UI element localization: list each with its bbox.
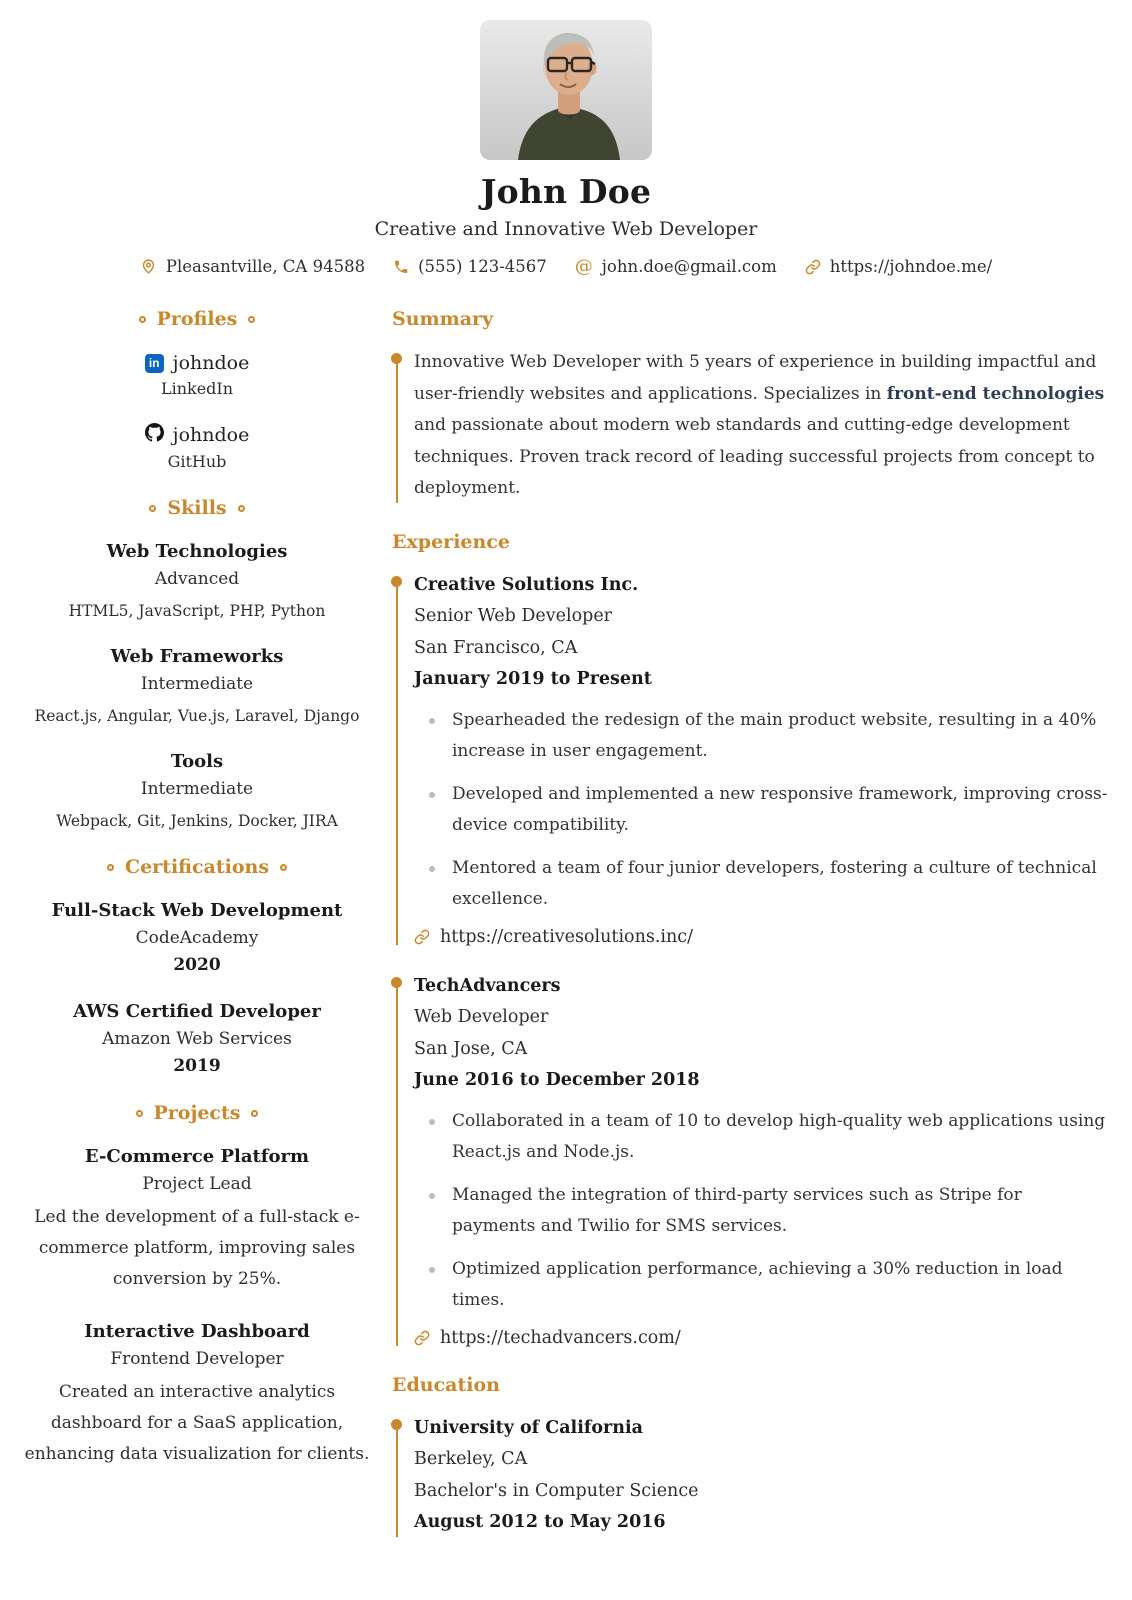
summary-paragraph [414, 347, 1110, 505]
email-text[interactable]: john.doe@gmail.com [601, 257, 777, 276]
bullet-icon [429, 718, 435, 724]
skill-item [22, 646, 372, 725]
summary-text-1: Innovative Web Developer with 5 years of experience in building impactful and user-friendly websites and applications. Specializes in [414, 352, 1097, 404]
profiles-title-text: Profiles [156, 308, 238, 330]
experience-bullet [414, 779, 1110, 842]
link-icon [414, 929, 430, 945]
bullet-icon [429, 1193, 435, 1199]
bullet-text: Managed the integration of third-party services such as Stripe for payments and Twilio for SMS services. [452, 1184, 1022, 1236]
experience-link-row [414, 1328, 1110, 1348]
bullet-icon [429, 1119, 435, 1125]
profiles-title [22, 308, 372, 330]
section-certifications [22, 856, 372, 1076]
education-location: Berkeley, CA [414, 1449, 528, 1469]
certification-item [22, 900, 372, 975]
link-icon [414, 1330, 430, 1346]
github-icon [145, 423, 164, 447]
contact-location [140, 257, 365, 276]
education-institution: University of California [414, 1417, 643, 1438]
projects-title [22, 1102, 372, 1124]
contact-email [575, 257, 777, 276]
timeline-line [396, 362, 398, 503]
bullet-text: Optimized application performance, achieving a 30% reduction in load times. [452, 1258, 1063, 1310]
experience-title: Experience [392, 530, 510, 553]
skill-level: Intermediate [140, 779, 254, 799]
bullet-icon [429, 866, 435, 872]
linkedin-username[interactable]: johndoe [172, 352, 250, 374]
location-pin-icon [140, 258, 157, 275]
circle-ornament-icon [280, 864, 287, 871]
experience-position: Web Developer [414, 1007, 549, 1027]
skill-name: Web Frameworks [110, 646, 284, 667]
experience-location: San Francisco, CA [414, 637, 578, 658]
project-name: Interactive Dashboard [84, 1321, 310, 1342]
timeline-line [396, 1428, 398, 1537]
project-description: Led the development of a full-stack e-commerce platform, improving sales conversion by 25%. [34, 1207, 360, 1289]
bullet-text: Spearheaded the redesign of the main product website, resulting in a 40% increase in user engagement. [452, 709, 1097, 761]
link-icon [805, 259, 821, 275]
circle-ornament-icon [251, 1110, 258, 1117]
circle-ornament-icon [139, 316, 146, 323]
circle-ornament-icon [136, 1110, 143, 1117]
main-column [384, 300, 1110, 1563]
project-name: E-Commerce Platform [84, 1146, 310, 1167]
circle-ornament-icon [149, 505, 156, 512]
circle-ornament-icon [238, 505, 245, 512]
profile-photo [480, 20, 652, 160]
experience-position: Senior Web Developer [414, 606, 613, 626]
certifications-title [22, 856, 372, 878]
experience-bullet-list [414, 1106, 1110, 1317]
skill-name: Tools [170, 751, 224, 772]
phone-text[interactable]: (555) 123-4567 [418, 257, 547, 276]
resume-body [0, 276, 1132, 1563]
education-dates: August 2012 to May 2016 [414, 1512, 666, 1532]
timeline-line [396, 585, 398, 945]
project-description: Created an interactive analytics dashboard for a SaaS application, enhancing data visualization for clients. [24, 1382, 370, 1464]
profile-github-row[interactable] [22, 423, 372, 447]
circle-ornament-icon [248, 316, 255, 323]
bullet-icon [429, 792, 435, 798]
linkedin-icon: in [145, 354, 164, 373]
profile-linkedin-row[interactable] [22, 352, 372, 374]
location-text: Pleasantville, CA 94588 [165, 257, 366, 276]
sidebar [22, 300, 372, 1563]
profile-github [22, 423, 372, 471]
certification-name: Full-Stack Web Development [51, 900, 343, 921]
section-summary [392, 308, 1110, 505]
project-role: Frontend Developer [110, 1349, 284, 1369]
bullet-text: Developed and implemented a new responsive framework, improving cross-device compatibility. [452, 783, 1108, 835]
skill-keywords: React.js, Angular, Vue.js, Laravel, Django [34, 707, 360, 725]
experience-bullet [414, 1106, 1110, 1169]
github-username[interactable]: johndoe [172, 424, 250, 446]
skills-title [22, 497, 372, 519]
linkedin-network-label: LinkedIn [160, 379, 234, 398]
experience-bullet [414, 1254, 1110, 1317]
project-item [22, 1146, 372, 1295]
certifications-title-text: Certifications [124, 856, 270, 878]
skill-item [22, 751, 372, 830]
timeline-line [396, 986, 398, 1346]
portrait-illustration [480, 20, 652, 160]
website-text[interactable]: https://johndoe.me/ [829, 257, 993, 276]
certification-year: 2020 [173, 955, 221, 975]
experience-company: Creative Solutions Inc. [414, 574, 639, 595]
bullet-text: Mentored a team of four junior developers, fostering a culture of technical excellence. [452, 857, 1097, 909]
experience-bullet [414, 853, 1110, 916]
experience-dates: January 2019 to Present [414, 669, 652, 689]
certification-name: AWS Certified Developer [73, 1001, 321, 1022]
section-experience [392, 531, 1110, 1348]
section-education [392, 1374, 1110, 1539]
certification-year: 2019 [173, 1056, 221, 1076]
section-projects [22, 1102, 372, 1470]
at-sign-icon: @ [574, 255, 593, 277]
experience-url[interactable]: https://creativesolutions.inc/ [440, 926, 693, 947]
section-profiles [22, 308, 372, 471]
experience-dates: June 2016 to December 2018 [414, 1070, 700, 1090]
contact-website [805, 257, 992, 276]
certification-issuer: Amazon Web Services [102, 1029, 292, 1049]
experience-bullet [414, 1180, 1110, 1243]
education-degree: Bachelor's in Computer Science [414, 1480, 699, 1501]
skill-name: Web Technologies [106, 541, 288, 562]
education-entry [392, 1413, 1110, 1539]
contact-phone [393, 257, 547, 276]
bullet-text: Collaborated in a team of 10 to develop high-quality web applications using React.js and Node.js. [452, 1110, 1106, 1162]
summary-block [392, 347, 1110, 505]
resume-header [0, 0, 1132, 276]
summary-text-2: and passionate about modern web standards and cutting-edge development techniques. Proven track record of leading successful projects from concept to deployment. [414, 415, 1095, 498]
skill-keywords: HTML5, JavaScript, PHP, Python [68, 602, 326, 620]
skill-level: Intermediate [140, 674, 254, 694]
skill-keywords: Webpack, Git, Jenkins, Docker, JIRA [56, 812, 338, 830]
project-role: Project Lead [142, 1174, 252, 1194]
candidate-headline: Creative and Innovative Web Developer [374, 218, 758, 240]
experience-link-row [414, 927, 1110, 947]
experience-bullet [414, 705, 1110, 768]
experience-entry [392, 971, 1110, 1348]
skills-title-text: Skills [167, 497, 227, 519]
contact-row [0, 257, 1132, 276]
summary-title: Summary [392, 308, 494, 330]
skill-item [22, 541, 372, 620]
section-skills [22, 497, 372, 830]
projects-title-text: Projects [153, 1102, 241, 1124]
skill-level: Advanced [154, 569, 240, 589]
experience-entry [392, 570, 1110, 947]
certification-item [22, 1001, 372, 1076]
certification-issuer: CodeAcademy [135, 928, 259, 948]
experience-url[interactable]: https://techadvancers.com/ [440, 1327, 681, 1348]
education-title: Education [392, 1373, 500, 1396]
circle-ornament-icon [107, 864, 114, 871]
github-network-label: GitHub [167, 452, 227, 471]
profile-linkedin [22, 352, 372, 398]
bullet-icon [429, 1267, 435, 1273]
experience-location: San Jose, CA [414, 1038, 528, 1059]
experience-bullet-list [414, 705, 1110, 916]
experience-company: TechAdvancers [414, 975, 561, 996]
candidate-name: John Doe [480, 172, 652, 211]
summary-text-strong: front-end technologies [886, 383, 1105, 404]
phone-icon [393, 259, 409, 275]
project-item [22, 1321, 372, 1470]
